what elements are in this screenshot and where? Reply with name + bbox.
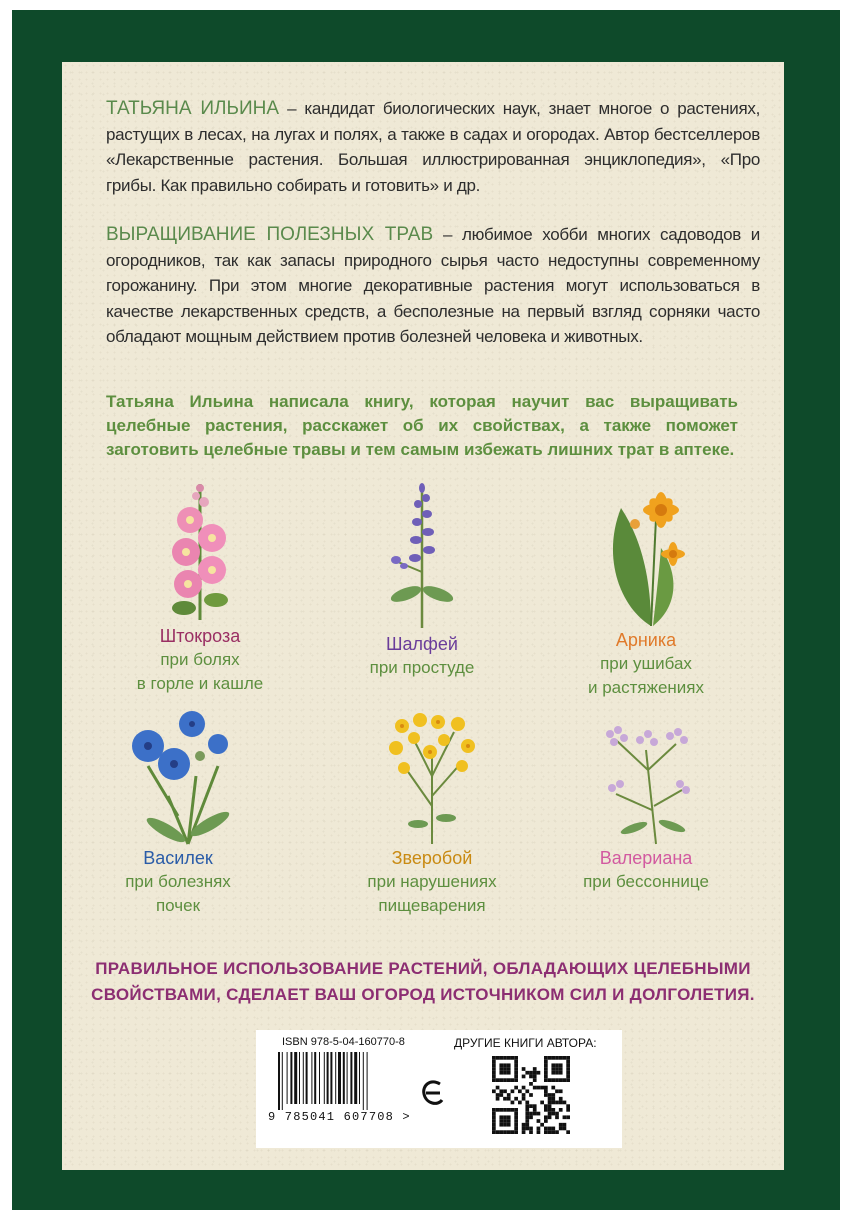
- plant-use: при бессоннице: [583, 872, 709, 891]
- author-name: ТАТЬЯНА ИЛЬИНА: [106, 98, 280, 119]
- book-paragraph: Татьяна Ильина написала книгу, которая научит вас выращивать целебные растения, расскажет об их свойствах, а также поможет заготовить целебные травы и тем самым избежать лишних трат в аптеке.: [106, 392, 738, 459]
- plant-use-2: пищеварения: [378, 896, 486, 915]
- other-books-label: ДРУГИЕ КНИГИ АВТОРА:: [454, 1036, 597, 1050]
- closing-line-1: ПРАВИЛЬНОЕ ИСПОЛЬЗОВАНИЕ РАСТЕНИЙ, ОБЛАДАЮЩИХ ЦЕЛЕБНЫМИ: [95, 959, 751, 978]
- sage-illustration: [382, 482, 462, 632]
- plant-card-cornflower: [100, 706, 256, 918]
- barcode-number: 9 785041 607708 >: [268, 1110, 411, 1124]
- plant-use-2: и растяжениях: [587, 678, 705, 697]
- plant-name: Штокроза: [159, 626, 241, 646]
- plant-use-2: в горле и кашле: [136, 674, 264, 693]
- closing-statement: [80, 956, 766, 1008]
- plant-name: Арника: [615, 630, 677, 650]
- growing-heading: ВЫРАЩИВАНИЕ ПОЛЕЗНЫХ ТРАВ: [106, 224, 434, 245]
- hollyhock-illustration: [160, 480, 240, 624]
- plant-card-sage: [342, 482, 502, 680]
- plant-use: при простуде: [369, 658, 475, 677]
- closing-line-2: СВОЙСТВАМИ, СДЕЛАЕТ ВАШ ОГОРОД ИСТОЧНИКОМ СИЛ И ДОЛГОЛЕТИЯ.: [91, 985, 755, 1004]
- plant-name: Шалфей: [386, 634, 458, 654]
- author-bio: – кандидат биологических наук, знает многое о растениях, растущих в лесах, на лугах и полях, а также в садах и огородах. Автор бестселлеров «Лекарственные растения. Большая иллюстрированная энциклопедия», «Про грибы. Как правильно собирать и готовить» и др.: [106, 99, 760, 195]
- barcode-bars: [276, 1052, 416, 1110]
- plant-card-arnica: [566, 488, 726, 700]
- plant-card-st-johns-wort: [352, 706, 512, 918]
- plant-use: при болезнях: [125, 872, 231, 891]
- plant-use-2: почек: [155, 896, 201, 915]
- isbn-text: ISBN 978-5-04-160770-8: [282, 1036, 405, 1048]
- arnica-illustration: [601, 488, 691, 628]
- plant-name: Василек: [143, 848, 213, 868]
- author-paragraph: [106, 96, 760, 198]
- plant-name: Валериана: [599, 848, 693, 868]
- plant-card-valerian: [566, 710, 726, 894]
- qr-code-icon: [492, 1056, 570, 1138]
- plant-use: при болях: [160, 650, 240, 669]
- growing-text: – любимое хобби многих садоводов и огородников, так как запасы природного сырья часто недоступны современному горожанину. При этом многие декоративные растения могут использоваться в качестве лекарственных средств, а бесполезные на первый взгляд сорняки часто обладают мощным действием против болезней человека и животных.: [106, 225, 761, 346]
- st-johns-wort-illustration: [382, 706, 482, 846]
- plant-card-hollyhock: [120, 480, 280, 696]
- eksmo-logo-icon: [420, 1076, 446, 1110]
- valerian-illustration: [596, 710, 696, 846]
- plant-name: Зверобой: [391, 848, 473, 868]
- plant-use: при ушибах: [600, 654, 692, 673]
- cornflower-illustration: [118, 706, 238, 846]
- growing-paragraph: [106, 222, 760, 350]
- plant-use: при нарушениях: [367, 872, 497, 891]
